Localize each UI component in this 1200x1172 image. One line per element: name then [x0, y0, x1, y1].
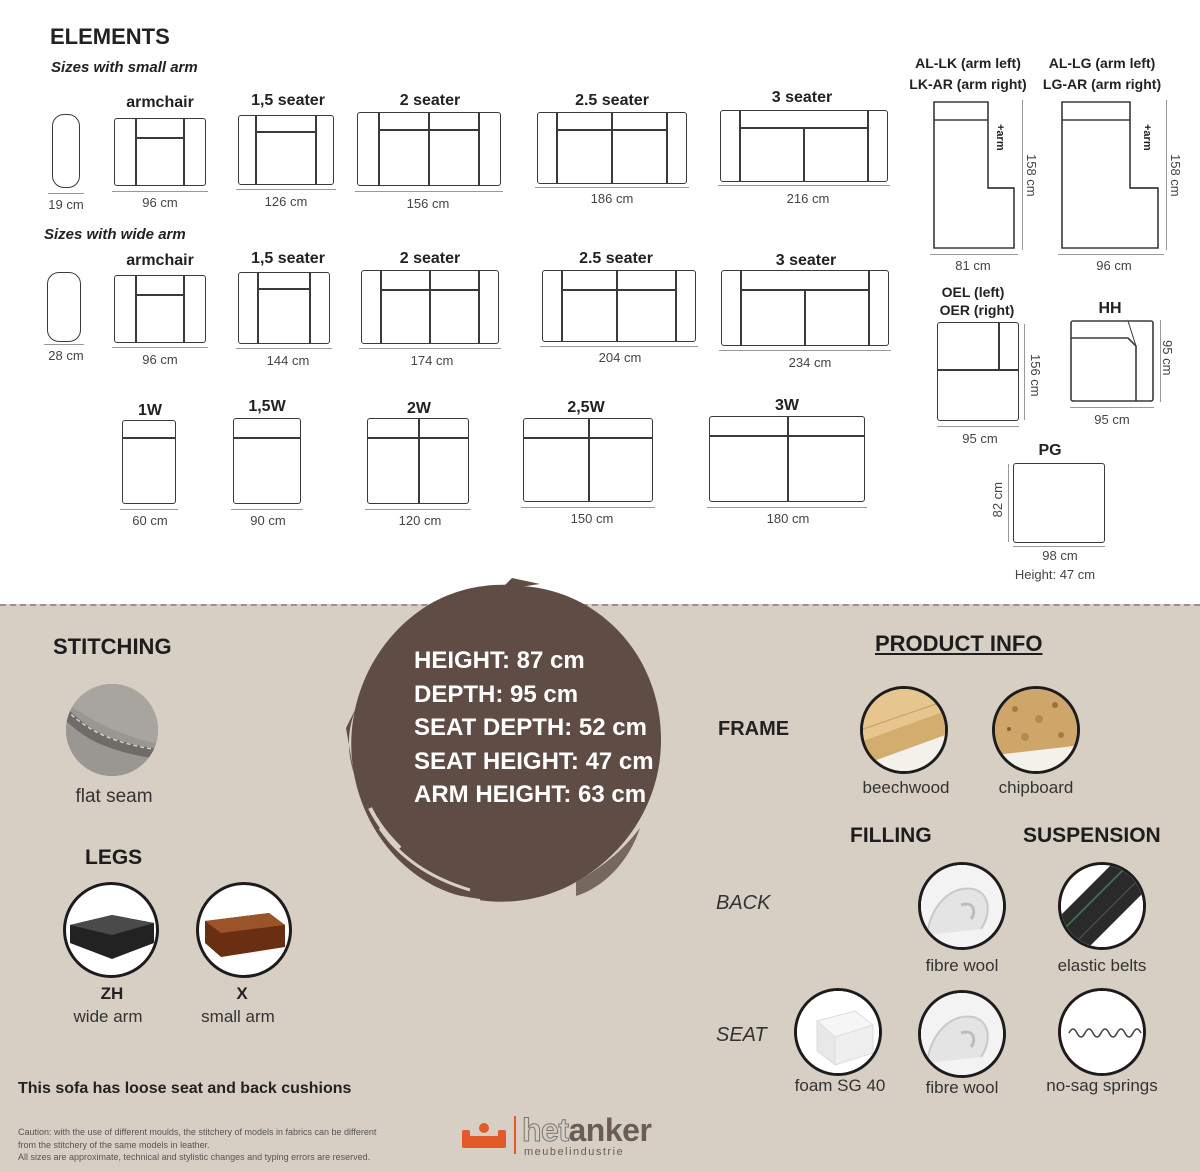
- spec-height: HEIGHT: 87 cm: [414, 647, 585, 674]
- seater-2-wide-shape: [361, 270, 499, 344]
- al-lk-title-1: AL-LK (arm left): [915, 55, 1021, 71]
- dim-label: 156 cm: [1028, 354, 1043, 397]
- arm-small-shape: [52, 114, 80, 188]
- legs-title: LEGS: [85, 846, 143, 869]
- leg-x-image: [196, 882, 292, 978]
- seat-fibre-wool-image: [918, 990, 1006, 1078]
- specs-list: [414, 644, 654, 812]
- back-fibre-wool-image: [918, 862, 1006, 950]
- cushion-note: This sofa has loose seat and back cushions: [18, 1080, 352, 1097]
- suspension-title: SUSPENSION: [1023, 824, 1161, 847]
- element-label: 1,5 seater: [251, 92, 325, 109]
- element-label: 2 seater: [399, 250, 461, 267]
- element-label: armchair: [126, 252, 194, 269]
- oel-shape: [937, 322, 1019, 421]
- brand-name-anker: anker: [568, 1112, 652, 1148]
- pg-title: PG: [1038, 442, 1062, 459]
- caution-text: [18, 1126, 376, 1164]
- dim-label: 180 cm: [766, 511, 810, 526]
- element-label: 2.5 seater: [579, 250, 653, 267]
- al-lk-title-2: LK-AR (arm right): [909, 76, 1027, 92]
- elastic-belts-image: [1058, 862, 1146, 950]
- back-label: BACK: [716, 892, 771, 914]
- dim-label: 28 cm: [48, 348, 84, 363]
- element-label: 2.5 seater: [575, 92, 649, 109]
- dim-label: 150 cm: [570, 511, 614, 526]
- arm-note: +arm: [994, 124, 1006, 151]
- armchair-shape: [114, 118, 206, 186]
- flat-seam-image: [66, 684, 158, 776]
- w2-shape: [367, 418, 469, 504]
- beechwood-image: [860, 686, 948, 774]
- hh-shape: [1068, 318, 1156, 404]
- al-lg-title-2: LG-AR (arm right): [1042, 76, 1162, 92]
- element-label: 2,5W: [567, 399, 605, 416]
- oel-title-2: OER (right): [939, 302, 1015, 318]
- w3-shape: [709, 416, 865, 502]
- dim-label: 82 cm: [990, 482, 1005, 518]
- dim-label: 216 cm: [786, 191, 830, 206]
- dim-label: 96 cm: [1096, 258, 1132, 273]
- filling-title: FILLING: [850, 824, 932, 847]
- element-label: 2W: [407, 400, 431, 417]
- element-label: 3W: [775, 397, 799, 414]
- brand-name-het: het: [522, 1112, 569, 1148]
- seat-filling-caption: fibre wool: [925, 1078, 999, 1097]
- pg-height-note: Height: 47 cm: [1014, 567, 1096, 582]
- spec-seat-height: SEAT HEIGHT: 47 cm: [414, 747, 654, 775]
- dim-label: 95 cm: [1160, 340, 1175, 376]
- dim-label: 19 cm: [48, 197, 84, 212]
- arm-wide-shape: [47, 272, 81, 342]
- back-suspension-caption: elastic belts: [1057, 956, 1147, 975]
- seat-suspension-caption: no-sag springs: [1046, 1076, 1158, 1095]
- spec-depth: DEPTH: 95 cm: [414, 680, 579, 708]
- w2-5-shape: [523, 418, 653, 502]
- dim-label: 98 cm: [1042, 548, 1078, 563]
- seat-extra-caption: foam SG 40: [794, 1076, 886, 1095]
- spec-seat-depth: SEAT DEPTH: 52 cm: [414, 714, 647, 741]
- leg-zh-image: [63, 882, 159, 978]
- w1-shape: [122, 420, 176, 504]
- product-info-title: PRODUCT INFO: [875, 631, 1043, 656]
- armchair-wide-shape: [114, 275, 206, 343]
- seat-label: SEAT: [716, 1024, 767, 1046]
- spec-arm-height: ARM HEIGHT: 63 cm: [414, 781, 647, 808]
- dim-label: 126 cm: [264, 194, 308, 209]
- seater-3-shape: [720, 110, 888, 182]
- dim-label: 158 cm: [1024, 154, 1039, 197]
- seater-2-5-wide-shape: [542, 270, 696, 342]
- w1-5-shape: [233, 418, 301, 504]
- dim-label: 95 cm: [1094, 412, 1130, 427]
- leg-x-desc: small arm: [201, 1007, 275, 1026]
- caution-line: All sizes are approximate, technical and stylistic changes and typing errors are reserved.: [18, 1152, 371, 1162]
- dim-label: 60 cm: [132, 513, 168, 528]
- small-arm-heading: Sizes with small arm: [51, 59, 198, 76]
- oel-title-1: OEL (left): [941, 284, 1005, 300]
- element-label: 3 seater: [771, 89, 833, 106]
- dim-label: 81 cm: [955, 258, 991, 273]
- chipboard-image: [992, 686, 1080, 774]
- wide-arm-heading: Sizes with wide arm: [44, 226, 186, 243]
- element-label: 1W: [138, 402, 162, 419]
- dim-label: 158 cm: [1168, 154, 1183, 197]
- dim-label: 144 cm: [266, 353, 310, 368]
- seater-1-5-wide-shape: [238, 272, 330, 344]
- leg-zh-desc: wide arm: [73, 1007, 143, 1026]
- frame-item: beechwood: [862, 778, 950, 797]
- caution-line: Caution: with the use of different moulds, the stitchery of models in fabrics can be different: [18, 1127, 377, 1137]
- leg-zh-code: ZH: [100, 984, 124, 1003]
- frame-item: chipboard: [998, 778, 1074, 797]
- element-label: 1,5 seater: [251, 250, 325, 267]
- leg-x-code: X: [236, 984, 248, 1003]
- dim-label: 95 cm: [962, 431, 998, 446]
- brand-tagline: meubelindustrie: [524, 1146, 625, 1158]
- seater-2-5-shape: [537, 112, 687, 184]
- product-info-panel: [0, 604, 1200, 1172]
- frame-label: FRAME: [718, 718, 790, 740]
- seater-1-5-shape: [238, 115, 334, 185]
- al-lk-shape: [930, 98, 1020, 254]
- element-label: 3 seater: [775, 252, 837, 269]
- dim-label: 186 cm: [590, 191, 634, 206]
- dim-label: 204 cm: [598, 350, 642, 365]
- seater-3-wide-shape: [721, 270, 889, 346]
- back-filling-caption: fibre wool: [925, 956, 999, 975]
- no-sag-springs-image: [1058, 988, 1146, 1076]
- seater-2-shape: [357, 112, 501, 186]
- dim-label: 90 cm: [250, 513, 286, 528]
- caution-line: from the stitchery of the same models in leather.: [18, 1139, 210, 1150]
- dim-label: 96 cm: [142, 195, 178, 210]
- brand-logo: [462, 1112, 712, 1158]
- flat-seam-caption: flat seam: [75, 786, 153, 807]
- stitching-title: STITCHING: [53, 634, 172, 659]
- al-lg-title-1: AL-LG (arm left): [1048, 55, 1156, 71]
- sofa-logo-icon: [462, 1122, 506, 1150]
- dim-label: 156 cm: [406, 196, 450, 211]
- dim-label: 120 cm: [398, 513, 442, 528]
- pg-shape: [1013, 463, 1105, 543]
- dim-label: 234 cm: [788, 355, 832, 370]
- al-lg-shape: [1058, 98, 1164, 254]
- element-label: 1,5W: [248, 398, 286, 415]
- page-title: ELEMENTS: [50, 24, 170, 49]
- element-label: armchair: [126, 94, 194, 111]
- element-label: 2 seater: [399, 92, 461, 109]
- dim-label: 174 cm: [410, 353, 454, 368]
- hh-title: HH: [1098, 300, 1122, 317]
- arm-note: +arm: [1141, 124, 1153, 151]
- dim-label: 96 cm: [142, 352, 178, 367]
- foam-image: [794, 988, 882, 1076]
